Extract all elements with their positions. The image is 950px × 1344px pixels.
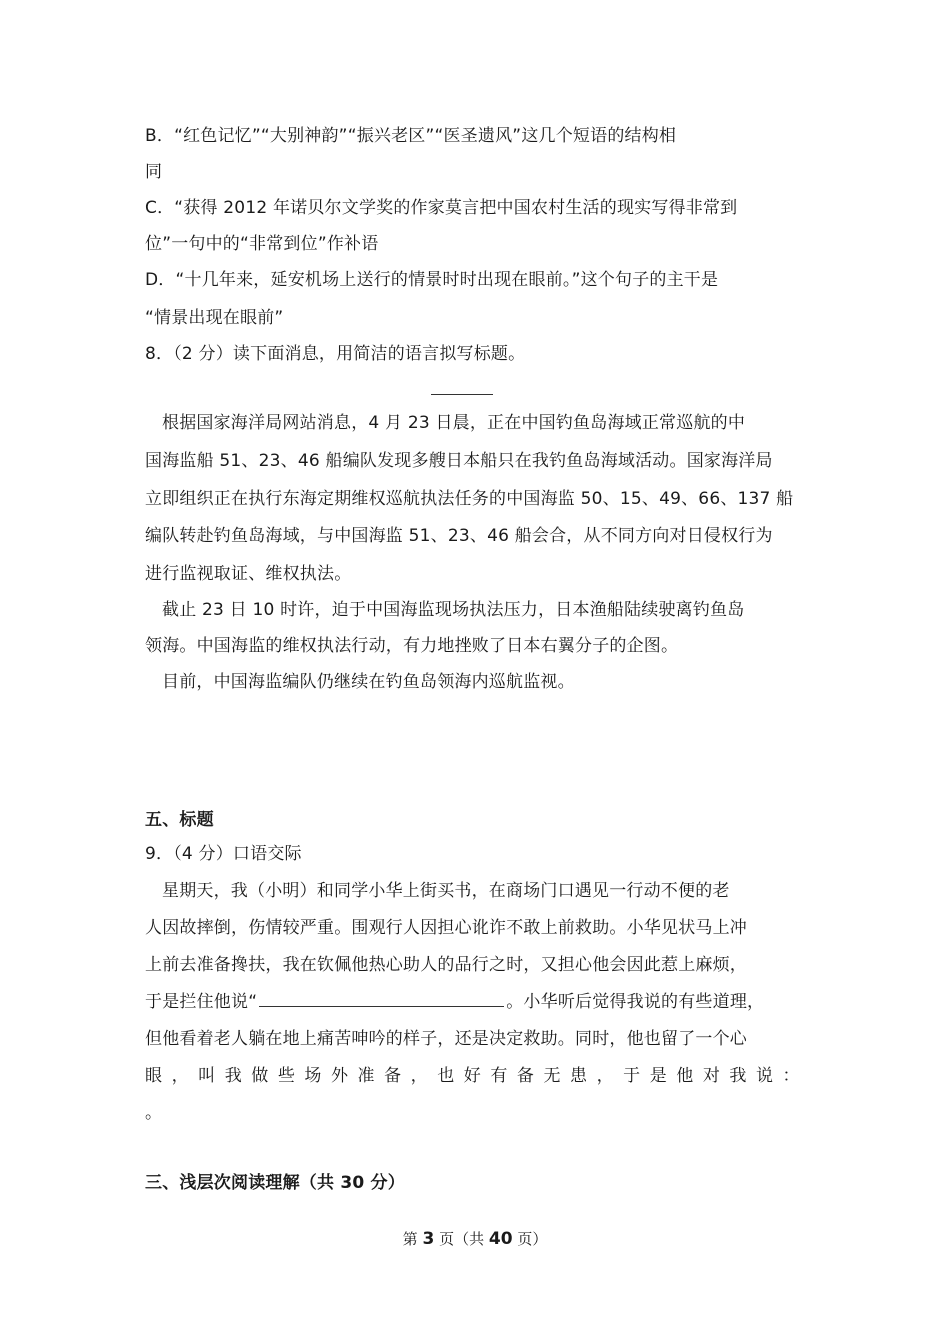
q9-passage-line6 [145,1064,800,1088]
q9-line6-char: 准 [357,1066,375,1086]
q8-news-p1-line5: 进行监视取证、维权执法。 [145,564,352,584]
q7-option-d-line2: “情景出现在眼前” [145,308,284,328]
q8-stem: 8．（2 分）读下面消息，用简洁的语言拟写标题。 [145,344,526,364]
q7-option-c-line1: C．“获得 2012 年诺贝尔文学奖的作家莫言把中国农村生活的现实写得非常到 [145,198,738,218]
footer-suffix: 页） [517,1230,548,1248]
q8-news-p3: 目前，中国海监编队仍继续在钓鱼岛领海内巡航监视。 [162,672,575,692]
q9-line6-char: 我 [729,1066,747,1086]
q7-option-b-line2: 同 [145,162,163,182]
q9-line6-char: ， [171,1066,189,1086]
q7-option-c-line2: 位”一句中的“非常到位”作补语 [145,234,379,254]
q8-news-p2-line1: 截止 23 日 10 时许，迫于中国海监现场执法压力，日本渔船陆续驶离钓鱼岛 [162,600,745,620]
q9-line6-char: 患 [570,1066,588,1086]
q8-news-p1-line3: 立即组织正在执行东海定期维权巡航执法任务的中国海监 50、15、49、66、137 船 [145,489,794,509]
q9-line6-char: 好 [463,1066,481,1086]
section3-heading: 三、浅层次阅读理解（共 30 分） [145,1173,405,1193]
q9-line6-char: 他 [676,1066,694,1086]
q9-line6-char: 是 [649,1066,667,1086]
q7-option-d-line1: D．“十几年来，延安机场上送行的情景时时出现在眼前。”这个句子的主干是 [145,270,719,290]
q8-answer-blank [431,394,493,395]
q9-line6-char: 无 [543,1066,561,1086]
q9-line6-char: 对 [702,1066,721,1086]
q8-news-p1-line4: 编队转赴钓鱼岛海域，与中国海监 51、23、46 船会合，从不同方向对日侵权行为 [145,526,773,546]
q9-line6-char: ， [410,1066,428,1086]
q9-line6-char: 叫 [198,1066,216,1086]
q9-line6-char: 于 [623,1066,641,1086]
page-footer [0,1228,950,1250]
q9-line6-char: 说 [755,1066,774,1086]
q9-line4-before: 于是拦住他说“ [145,992,258,1012]
q9-passage-line1: 星期天，我（小明）和同学小华上街买书，在商场门口遇见一行动不便的老 [162,881,730,901]
footer-page-number: 3 [422,1229,435,1249]
q9-line6-char: 备 [516,1066,535,1086]
footer-prefix: 第 [402,1230,418,1248]
q9-line6-char: 我 [224,1066,242,1086]
q8-news-p1-line1: 根据国家海洋局网站消息，4 月 23 日晨，正在中国钓鱼岛海域正常巡航的中 [162,413,746,433]
q9-line4-after: 。小华听后觉得我说的有些道理， [506,992,765,1012]
q9-passage-line3: 上前去准备搀扶，我在钦佩他热心助人的品行之时，又担心他会因此惹上麻烦， [145,955,747,975]
q9-line6-char: 外 [330,1066,349,1086]
q9-passage-line4 [145,990,810,1014]
q9-line6-char: 场 [304,1066,322,1086]
q9-line6-char: 有 [490,1066,508,1086]
q8-news-p2-line2: 领海。中国海监的维权执法行动，有力地挫败了日本右翼分子的企图。 [145,636,679,656]
q9-line6-char: 做 [251,1066,269,1086]
q9-passage-line5: 但他看着老人躺在地上痛苦呻吟的样子，还是决定救助。同时，他也留了一个心 [145,1029,747,1049]
section5-heading: 五、标题 [145,810,214,830]
q9-passage-line7: 。 [145,1103,163,1123]
q9-line6-char: 些 [277,1066,296,1086]
q9-line6-char: ： [782,1066,800,1086]
q9-answer-blank [259,990,504,1007]
footer-middle: 页（共 [439,1230,485,1248]
q9-line6-char: 备 [384,1066,402,1086]
q9-line6-char: 眼 [145,1066,163,1086]
q9-line6-char: ， [596,1066,614,1086]
q9-line6-char: 也 [437,1066,455,1086]
q8-news-p1-line2: 国海监船 51、23、46 船编队发现多艘日本船只在我钓鱼岛海域活动。国家海洋局 [145,451,773,471]
q7-option-b-line1: B．“红色记忆”“大别神韵”“振兴老区”“医圣遗风”这几个短语的结构相 [145,126,677,146]
q9-passage-line2: 人因故摔倒，伤情较严重。围观行人因担心讹诈不敢上前救助。小华见状马上冲 [145,918,747,938]
footer-total-pages: 40 [488,1229,513,1249]
q9-stem: 9．（4 分）口语交际 [145,844,302,864]
